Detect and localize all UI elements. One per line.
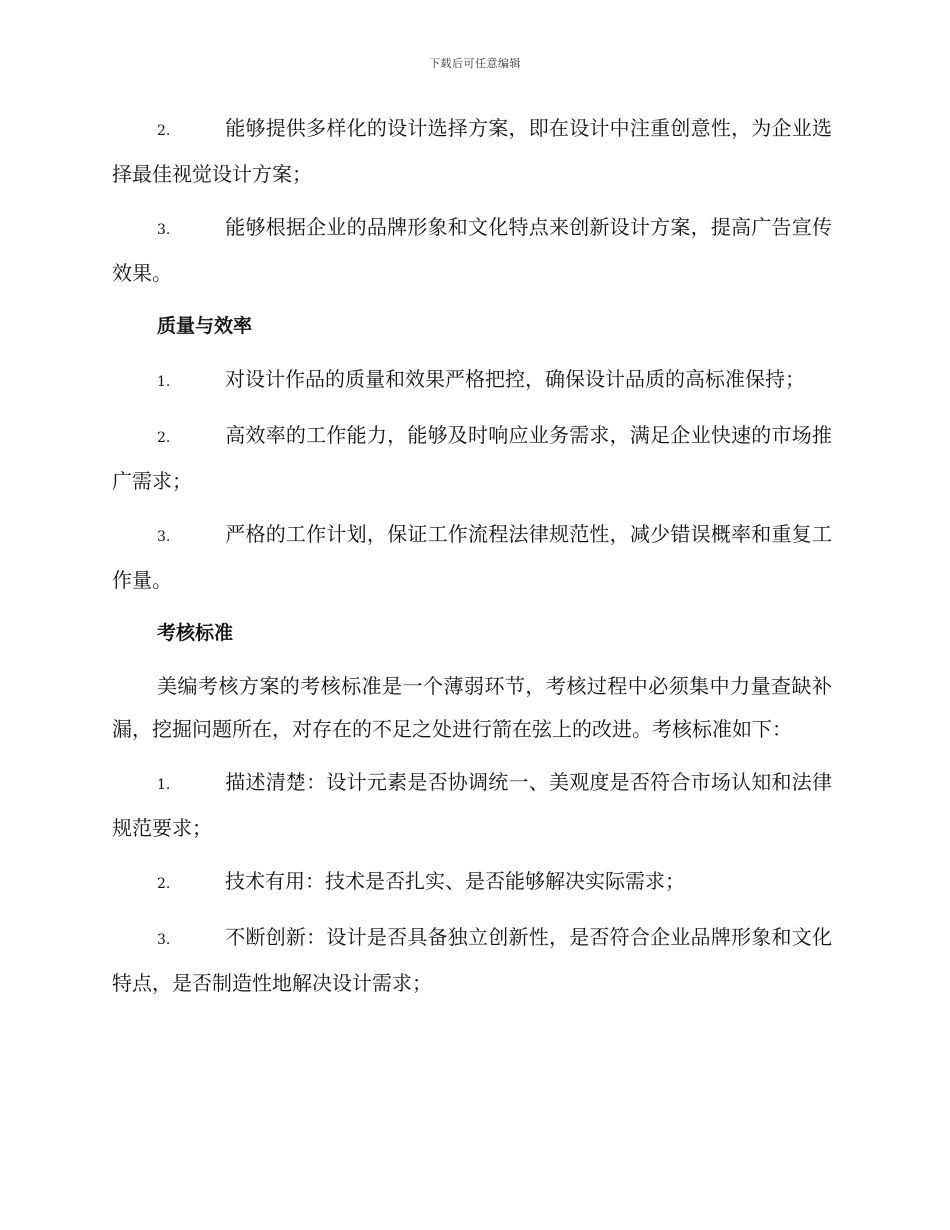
list-text: 对设计作品的质量和效果严格把控，确保设计品质的高标准保持； <box>225 367 805 391</box>
list-text: 不断创新：设计是否具备独立创新性，是否符合企业品牌形象和文化特点，是否制造性地解决设计需求； <box>112 925 832 995</box>
body-paragraph: 美编考核方案的考核标准是一个薄弱环节，考核过程中必须集中力量查缺补漏，挖掘问题所在，对存在的不足之处进行箭在弦上的改进。考核标准如下： <box>112 674 832 741</box>
list-text: 能够根据企业的品牌形象和文化特点来创新设计方案，提高广告宣传效果。 <box>112 215 832 285</box>
list-text: 技术有用：技术是否扎实、是否能够解决实际需求； <box>225 869 685 893</box>
header-note: 下载后可任意编辑 <box>429 57 521 70</box>
section-heading: 考核标准 <box>157 622 234 644</box>
list-number: 3. <box>157 932 171 948</box>
list-text: 严格的工作计划，保证工作流程法律规范性，减少错误概率和重复工作量。 <box>112 522 832 592</box>
list-item <box>112 916 832 1005</box>
list-text: 描述清楚：设计元素是否协调统一、美观度是否符合市场认知和法律规范要求； <box>112 770 832 840</box>
list-item <box>112 107 832 196</box>
list-item <box>112 513 832 602</box>
list-number: 1. <box>157 777 171 793</box>
list-text: 能够提供多样化的设计选择方案，即在设计中注重创意性，为企业选择最佳视觉设计方案； <box>112 116 832 186</box>
list-number: 3. <box>157 529 171 545</box>
list-number: 2. <box>157 876 171 892</box>
list-item <box>112 414 832 503</box>
list-number: 1. <box>157 374 171 390</box>
list-item <box>112 761 832 850</box>
document-body <box>112 107 832 1015</box>
list-number: 2. <box>157 430 171 446</box>
section-heading: 质量与效率 <box>157 315 253 337</box>
list-text: 高效率的工作能力，能够及时响应业务需求，满足企业快速的市场推广需求； <box>112 423 832 493</box>
list-item <box>112 206 832 295</box>
list-number: 2. <box>157 123 171 139</box>
list-item <box>112 358 832 404</box>
list-item <box>112 860 832 906</box>
list-number: 3. <box>157 222 171 238</box>
